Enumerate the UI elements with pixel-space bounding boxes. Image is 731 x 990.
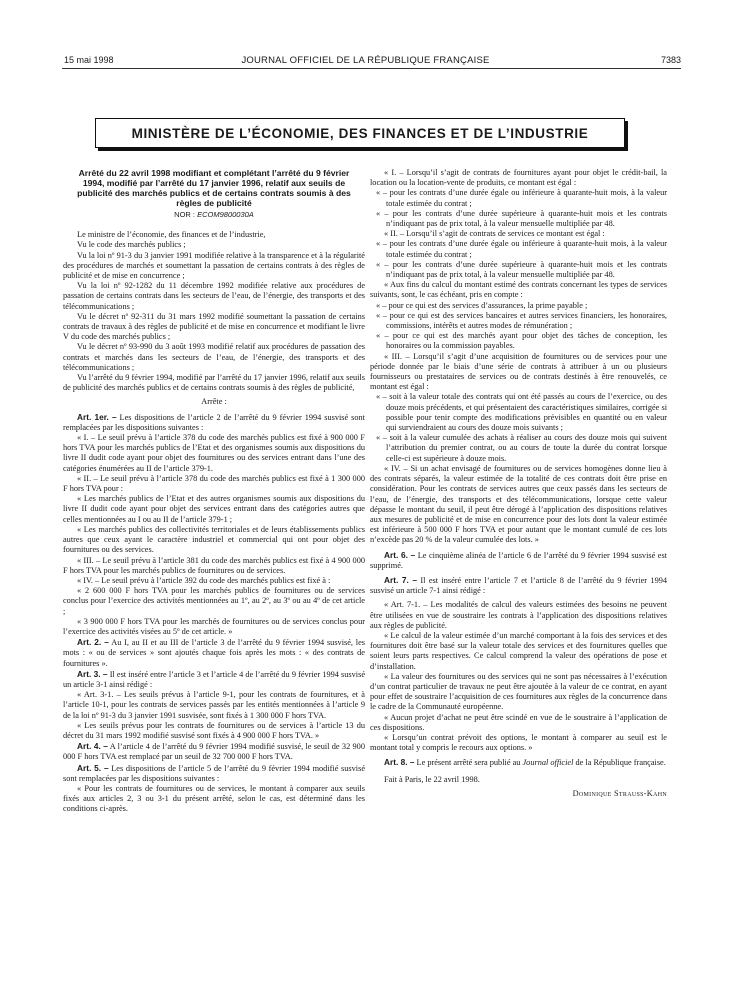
article-1-label: Art. 1er. – (77, 411, 117, 422)
article-5-paragraph: « Pour les contrats de fournitures ou de services, le montant à comparer aux seuils fixés aux articles 2, 3 ou 3-1 du présent arrêté, selon le cas, est déterminé dans les conditions ci-après. (63, 783, 365, 814)
visa-paragraph: Vu le code des marchés publics ; (77, 240, 186, 250)
signatory-name: Dominique Strauss-Kahn (572, 788, 667, 798)
nor-line (63, 210, 365, 220)
page-header (50, 55, 681, 69)
visa-paragraph: Le ministre de l’économie, des finances et de l’industrie, (77, 230, 266, 240)
list-item: « – soit à la valeur cumulée des achats à réaliser au cours des douze mois qui suivent l’attribution du premier contrat, ou au cours de toute la durée du contrat lorsque celle-ci est supérieure à douze mois. (376, 433, 667, 463)
article-2-label: Art. 2. – (77, 637, 109, 648)
list-item: « – soit à la valeur totale des contrats qui ont été passés au cours de l’exercice, ou des douze mois précédents, et qui présentaient des caractéristiques similaires, corrigée si possible pour tenir compte des modifications prévisibles en quantité ou en valeur qui surviendraient au cours des douze mois suivants ; (376, 392, 667, 433)
visa-paragraph: Vu la loi nº 91-3 du 3 janvier 1991 modifiée relative à la transparence et à la régularité des procédures de marchés et soumettant la passation de certains contrats à des règles de publicité et de mise en concurrence ; (63, 250, 365, 281)
list-item: « – pour ce qui est des marchés ayant pour objet des tâches de conception, les honoraires ou la commission payables. (376, 331, 667, 351)
services-paragraph: « Aux fins du calcul du montant estimé des contrats concernant les types de services suivants, sont, le cas échéant, pris en compte : (370, 280, 667, 300)
article-1-paragraph: « Les marchés publics de l’Etat et des autres organismes soumis aux dispositions du livre II dudit code ayant pour objet des services entrant dans des catégories autres que celles mentionnées au I ou au II de l’article 379-1 ; (63, 494, 365, 524)
article-7-paragraph: « La valeur des fournitures ou des services qui ne sont pas nécessaires à l’exécution d’un contrat particulier de travaux ne peut être ajoutée à la valeur de ce contrat, en ayant pour effet de soustraire l’acquisition de ces fournitures aux règles de la concurrence dans le cadre de la Communauté européenne. (370, 671, 667, 712)
journal-officiel-italic: Journal officiel (522, 758, 574, 768)
section-i: « I. – Lorsqu’il s’agit de contrats de fournitures ayant pour objet le crédit-bail, la location ou la location-vente de produits, ce montant est égal : (370, 168, 667, 188)
visa-paragraph: Vu la loi nº 92-1282 du 11 décembre 1992 modifiée relative aux procédures de passation de certains contrats dans les secteurs de l’eau, de l’énergie, des transports et des télécommunications ; (63, 281, 365, 311)
list-item: « – pour les contrats d’une durée égale ou inférieure à quarante-huit mois, à la valeur totale estimée du contrat ; (376, 188, 667, 208)
visa-paragraph: Vu le décret nº 92-311 du 31 mars 1992 modifié soumettant la passation de certains contrats de travaux à des règles de publicité et de mise en concurrence et modifiant le livre V du code des marchés publics ; (63, 311, 365, 342)
article-7-label: Art. 7. – (384, 574, 418, 585)
article-3-paragraph: « Art. 3-1. – Les seuils prévus à l’article 9-1, pour les contrats de fournitures, et à l’article 10-1, pour les contrats de services passés par les entités mentionnées à l’article 9 de la loi nº 91-3 du 3 janvier 1991 susvisée, sont fixés à 1 300 000 F hors TVA. (63, 690, 365, 720)
article-8-label: Art. 8. – (384, 757, 415, 768)
article-7: Art. 7. – Il est inséré entre l’article 7 et l’article 8 de l’arrêté du 9 février 1994 susvisé un article 7-1 ainsi rédigé : (370, 574, 668, 596)
article-6: Art. 6. – Le cinquième alinéa de l’article 6 de l’arrêté du 9 février 1994 susvisé est supprimé. (370, 549, 667, 570)
article-7-paragraph: « Le calcul de la valeur estimée d’un marché comportant à la fois des services et des fournitures doit être basé sur la valeur totale des services et des fournitures quelles que soient leurs parts respectives. Ce calcul comprend la valeur des opérations de pose et d’installation. (370, 630, 667, 671)
right-column (370, 168, 667, 799)
article-1-paragraph: « IV. – Le seuil prévu à l’article 392 du code des marchés publics est fixé à : (77, 575, 331, 585)
ministry-banner: MINISTÈRE DE L’ÉCONOMIE, DES FINANCES ET DE L’INDUSTRIE (95, 118, 625, 148)
article-1-paragraph: « Les marchés publics des collectivités territoriales et de leurs établissements publics autres que ceux ayant le caractère industriel et commercial qui ont pour objet des fournitures ou des services. (63, 524, 365, 555)
article-1-paragraph: « 3 900 000 F hors TVA pour les marchés de fournitures ou de services conclus pour l’exercice des activités visées au 5º de cet article. » (63, 616, 365, 636)
article-3-label: Art. 3. – (77, 668, 108, 679)
article-7-paragraph: « Aucun projet d’achat ne peut être scindé en vue de le soustraire à l’application de ces dispositions. (370, 712, 667, 732)
list-item: « – pour les contrats d’une durée supérieure à quarante-huit mois et les contrats n’indiquant pas de prix total, à la valeur mensuelle multipliée par 48. (376, 208, 667, 229)
article-1-paragraph: « III. – Le seuil prévu à l’article 381 du code des marchés publics est fixé à 4 900 000 F hors TVA pour les marchés publics de fournitures ou de services. (63, 555, 365, 575)
article-7-paragraph: « Lorsqu’un contrat prévoit des options, le montant à comparer au seuil est le montant total y compris le recours aux options. » (370, 732, 667, 753)
section-ii: « II. – Lorsqu’il s’agit de contrats de services ce montant est égal : (384, 229, 605, 239)
nor-label: NOR : (174, 210, 196, 219)
section-iii: « III. – Lorsqu’il s’agit d’une acquisition de fournitures ou de services pour une période donnée par le biais d’une série de contrats à attribuer à un ou plusieurs fournisseurs ou prestataires de services ou de contrats destinés à être renouvelés, ce montant est égal : (370, 351, 667, 392)
article-1-paragraph: « II. – Le seuil prévu à l’article 378 du code des marchés publics est fixé à 1 300 000 F hors TVA pour : (63, 473, 365, 494)
journal-title: JOURNAL OFFICIEL DE LA RÉPUBLIQUE FRANÇAISE (241, 55, 490, 66)
list-item: « – pour les contrats d’une durée supérieure à quarante-huit mois et les contrats n’indiquant pas de prix total, à la valeur mensuelle multipliée par 48. (376, 259, 667, 280)
page-number: 7383 (660, 55, 681, 65)
list-item: « – pour ce qui est des services d’assurances, la prime payable ; (376, 300, 588, 310)
article-3-paragraph: « Les seuils prévus pour les contrats de fournitures ou de services à l’article 13 du décret du 31 mars 1992 modifié susvisé sont fixés à 4 900 000 F hors TVA. » (63, 720, 365, 740)
article-3: Art. 3. – Il est inséré entre l’article 3 et l’article 4 de l’arrêté du 9 février 1994 susvisé un article 3-1 ainsi rédigé : (63, 668, 366, 689)
list-item: « – pour ce qui est des services bancaires et autres services financiers, les honoraires, commissions, intérêts et autres modes de rémunération ; (376, 310, 667, 331)
visa-paragraph: Vu l’arrêté du 9 février 1994, modifié par l’arrêté du 17 janvier 1996, relatif aux seuils de publicité des marchés publics et de certains contrats soumis à des règles de publicité, (63, 373, 365, 393)
signature-date: Fait à Paris, le 22 avril 1998. (384, 774, 480, 784)
article-1-paragraph: « I. – Le seuil prévu à l’article 378 du code des marchés publics est fixé à 900 000 F hors TVA pour les marchés publics de l’Etat et des organismes soumis aux dispositions du livre II dudit code ayant pour objet des fournitures ou des services entrant dans l’une des catégories énumérées au II de l’article 379-1. (63, 433, 365, 473)
header-rule (62, 68, 681, 69)
article-5-label: Art. 5. – (77, 762, 109, 773)
article-2: Art. 2. – Au I, au II et au III de l’article 3 de l’arrêté du 9 février 1994 susvisé, les mots : « ou de services » sont ajoutés chaque fois après les mots : « des contrats de fournitures ». (63, 637, 365, 668)
arrete-label: Arrête : (201, 397, 227, 407)
article-4-label: Art. 4. – (77, 741, 108, 752)
article-1-paragraph: « 2 600 000 F hors TVA pour les marchés publics de fournitures ou de services conclus pour l’exercice des activités mentionnées au 1º, au 2º, au 3º ou au 4º de cet article ; (63, 586, 365, 616)
section-iv: « IV. – Si un achat envisagé de fournitures ou de services homogènes donne lieu à des contrats séparés, la valeur estimée de la totalité de ces contrats doit être prise en considération. Pour les contrats de services autres que ceux passés dans les secteurs de l’eau, de l’énergie, des transports et des télécommunications, lorsque cette valeur dépasse le montant du seuil, il peut être dérogé à l’application des dispositions relatives aux mesures de publicité et de mise en concurrence pour des lots dont la valeur estimée est inférieure à 500 000 F hors TVA et pour autant que le montant cumulé de ces lots n’excède pas 20 % de la valeur cumulée des lots. » (370, 463, 667, 545)
list-item: « – pour les contrats d’une durée égale ou inférieure à quarante-huit mois, à la valeur totale estimée du contrat ; (376, 239, 667, 259)
issue-date: 15 mai 1998 (64, 55, 114, 65)
visa-paragraph: Vu le décret nº 93-990 du 3 août 1993 modifié relatif aux procédures de passation des contrats et marchés dans les secteurs de l’eau, de l’énergie, des transports et des télécommunications ; (63, 342, 365, 372)
arrete-title: Arrêté du 22 avril 1998 modifiant et complétant l’arrêté du 9 février 1994, modifié par l’arrêté du 17 janvier 1996, relatif aux seuils de publicité des marchés publics et de certains contrats soumis à des règles de publicité (77, 168, 351, 208)
article-5: Art. 5. – Les dispositions de l’article 5 de l’arrêté du 9 février 1994 modifié susvisé sont remplacées par les dispositions suivantes : (63, 762, 366, 783)
article-4: Art. 4. – A l’article 4 de l’arrêté du 9 février 1994 modifié susvisé, le seuil de 32 900 000 F hors TVA est remplacé par un seuil de 32 700 000 F hors TVA. (63, 741, 365, 762)
article-6-label: Art. 6. – (384, 549, 416, 560)
article-8: Art. 8. – Le présent arrêté sera publié au Journal officiel de la République française. (384, 757, 666, 768)
article-1: Art. 1er. – Les dispositions de l’article 2 de l’arrêté du 9 février 1994 susvisé sont remplacées par les dispositions suivantes : (63, 411, 365, 432)
article-7-paragraph: « Art. 7-1. – Les modalités de calcul des valeurs estimées des besoins ne peuvent être utilisées en vue de soustraire les contrats à l’application des dispositions relatives aux règles de publicité. (370, 600, 667, 630)
left-column (63, 168, 365, 815)
nor-code: ECOM9800030A (197, 210, 254, 219)
